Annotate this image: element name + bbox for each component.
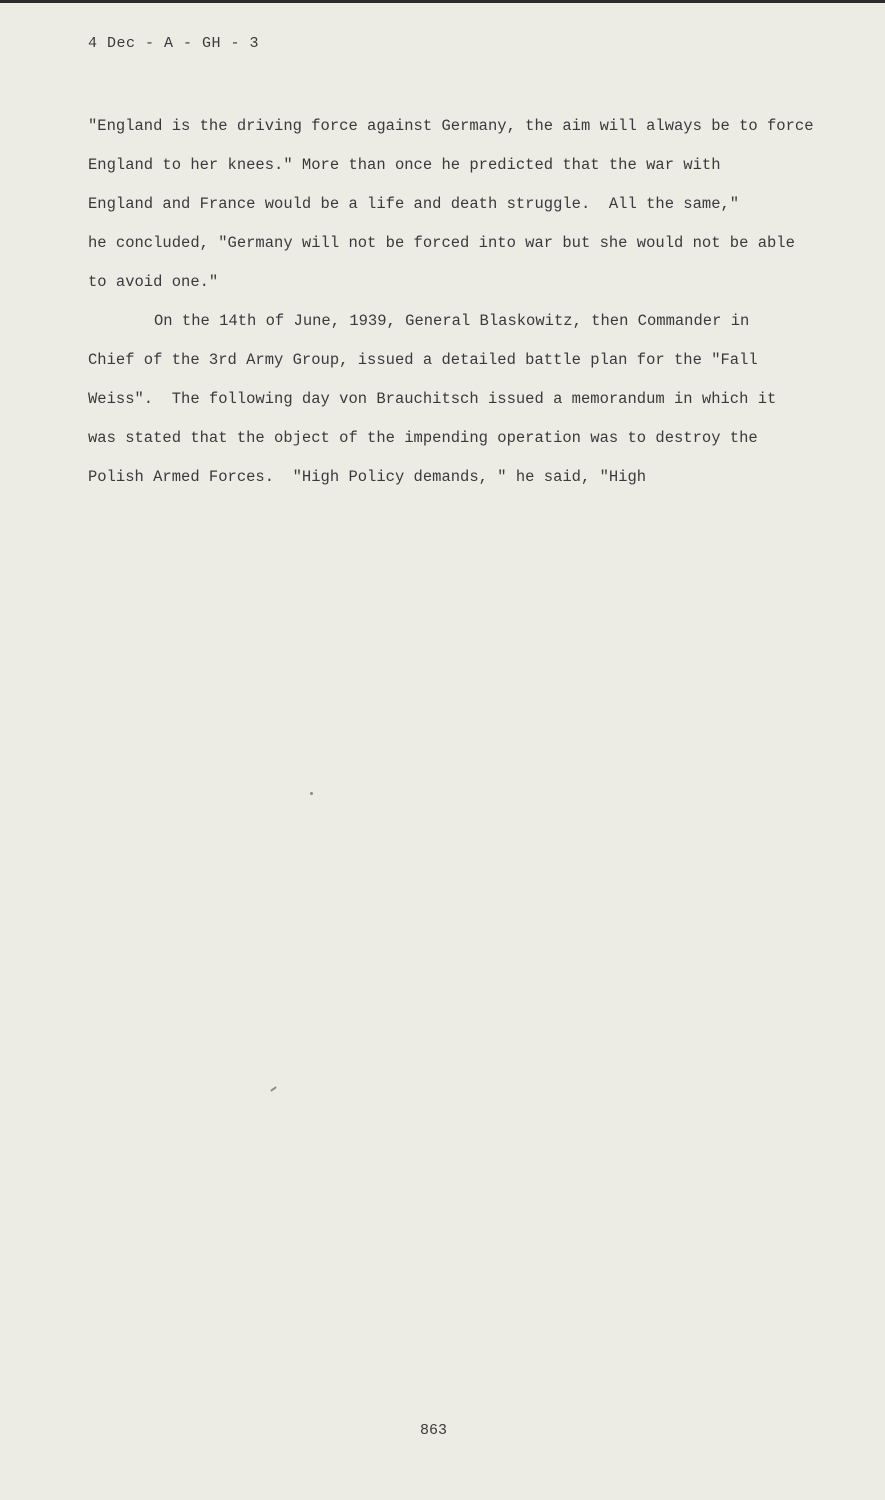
text-line: On the 14th of June, 1939, General Blaskowitz, then Commander in bbox=[154, 312, 750, 330]
page-number: 863 bbox=[420, 1422, 448, 1439]
paper-speck bbox=[270, 1086, 277, 1092]
text-line: was stated that the object of the impending operation was to destroy the bbox=[88, 429, 758, 447]
page-header: 4 Dec - A - GH - 3 bbox=[88, 35, 260, 52]
text-line: "England is the driving force against Germany, the aim will always be to force bbox=[88, 117, 814, 135]
text-line: Weiss". The following day von Brauchitsch issued a memorandum in which it bbox=[88, 390, 777, 408]
text-line: he concluded, "Germany will not be forced into war but she would not be able bbox=[88, 234, 795, 252]
body-text bbox=[88, 114, 848, 504]
text-line: Chief of the 3rd Army Group, issued a detailed battle plan for the "Fall bbox=[88, 351, 758, 369]
text-line: Polish Armed Forces. "High Policy demands, " he said, "High bbox=[88, 468, 647, 486]
text-line: England to her knees." More than once he predicted that the war with bbox=[88, 156, 721, 174]
paper-speck bbox=[310, 792, 313, 795]
text-line: to avoid one." bbox=[88, 273, 219, 291]
page-top-edge bbox=[0, 0, 885, 3]
text-line: England and France would be a life and death struggle. All the same," bbox=[88, 195, 740, 213]
